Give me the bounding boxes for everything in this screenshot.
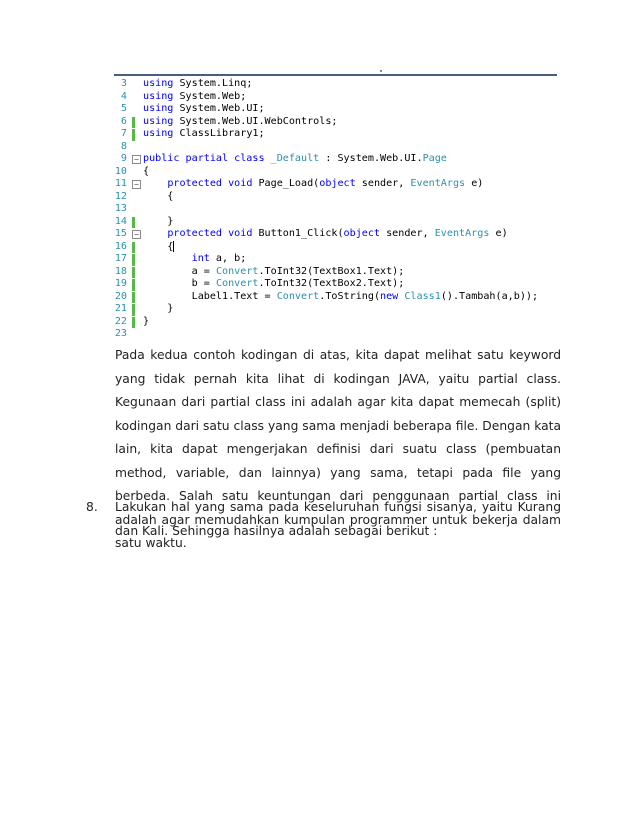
code-token: System.Web; [173, 90, 247, 102]
code-type: Page [422, 153, 447, 164]
change-marker [132, 279, 135, 291]
code-token: Label1.Text = [143, 290, 277, 302]
code-keyword: protected void [167, 228, 253, 239]
code-token [143, 178, 167, 189]
code-text [143, 253, 246, 266]
code-type: _Default [270, 153, 320, 164]
code-line-20 [112, 291, 557, 304]
line-number: 15 [114, 228, 127, 239]
line-number: 13 [114, 203, 127, 214]
code-token: a = [143, 265, 216, 277]
code-top-mark [380, 70, 382, 72]
code-type: EventArgs [410, 178, 466, 189]
code-token: .ToInt32(TextBox1.Text); [258, 265, 405, 277]
code-line-17 [112, 253, 557, 266]
line-number: 10 [114, 165, 127, 177]
code-text [143, 191, 173, 204]
code-token: e) [465, 178, 484, 189]
line-number: 6 [120, 115, 127, 127]
code-keyword: object [319, 178, 356, 189]
change-marker [132, 254, 135, 266]
code-token: .ToInt32(TextBox2.Text); [258, 278, 405, 289]
code-top-border [114, 74, 557, 76]
code-token: System.Web.UI; [173, 103, 265, 114]
text-cursor [173, 241, 174, 252]
code-line-22 [112, 316, 557, 329]
line-number: 5 [120, 103, 127, 114]
code-token: { [143, 165, 150, 177]
code-type: Convert [276, 290, 320, 302]
line-number: 20 [114, 290, 127, 302]
paragraph-partial-class: Pada kedua contoh kodingan di atas, kita dapat melihat satu keyword yang tidak pernah kita lihat di kodingan JAVA, yaitu partial class. Kegunaan dari partial class ini adalah agar kita dapat memecah (split) kodingan dari satu class yang sama menjadi beberapa file. Dengan kata lain, kita dapat mengerjakan definisi dari suatu class (pembuatan method, variable, dan lainnya) yang sama, tetapi pada file yang berbeda. Salah satu keuntungan dari penggunaan partial class ini adalah agar memudahkan kumpulan programmer untuk bekerja dalam satu waktu. [115, 348, 561, 550]
code-keyword: using [143, 78, 174, 89]
code-line-7 [112, 128, 557, 141]
code-type: EventArgs [434, 228, 490, 239]
code-token: } [143, 303, 174, 314]
code-token: Page_Load( [252, 178, 320, 189]
line-number: 4 [120, 90, 127, 102]
code-token: a, b; [209, 253, 247, 264]
list-number-8: 8. [86, 500, 98, 514]
code-keyword: using [143, 103, 174, 114]
code-line-3 [112, 78, 557, 91]
code-token: Button1_Click( [252, 228, 344, 239]
code-keyword: new [380, 290, 399, 302]
code-token: sender, [355, 178, 411, 189]
code-token: .ToString( [319, 290, 381, 302]
code-line-18 [112, 266, 557, 279]
code-keyword: using [143, 128, 174, 139]
code-token [143, 253, 192, 264]
code-line-5 [112, 103, 557, 116]
code-token: { [143, 241, 174, 252]
line-number: 23 [114, 328, 127, 339]
line-number: 8 [120, 140, 127, 152]
code-text [143, 291, 538, 304]
code-text [143, 178, 483, 191]
line-number: 16 [114, 240, 127, 252]
line-number: 18 [114, 265, 127, 277]
code-line-16 [112, 241, 557, 254]
code-keyword: using [143, 90, 174, 102]
line-number: 9 [120, 153, 127, 164]
code-token: System.Linq; [173, 78, 253, 89]
change-marker [132, 304, 135, 316]
change-marker [132, 117, 135, 129]
line-number: 12 [114, 190, 127, 202]
code-token: b = [143, 278, 216, 289]
code-text [143, 116, 337, 129]
code-token: System.Web.UI.WebControls; [173, 115, 338, 127]
code-line-4 [112, 91, 557, 104]
line-number: 14 [114, 215, 127, 227]
code-keyword: object [343, 228, 381, 239]
code-line-14 [112, 216, 557, 229]
code-line-9 [112, 153, 557, 166]
code-token [143, 228, 167, 239]
line-number: 3 [120, 78, 127, 89]
change-marker [132, 242, 135, 254]
collapse-toggle-icon[interactable]: − [132, 230, 141, 239]
code-text [143, 216, 173, 229]
code-token: } [143, 215, 174, 227]
code-text [143, 266, 404, 279]
code-text [143, 103, 265, 116]
code-text [143, 316, 149, 329]
code-line-10 [112, 166, 557, 179]
line-number: 22 [114, 315, 127, 327]
code-line-11 [112, 178, 557, 191]
code-line-13 [112, 203, 557, 216]
code-token: e) [489, 228, 508, 239]
code-text [143, 78, 252, 91]
code-token: : System.Web.UI. [319, 153, 423, 164]
code-text [143, 303, 173, 316]
code-text [143, 128, 265, 141]
code-text [143, 241, 174, 254]
code-type: Convert [215, 278, 259, 289]
code-text [143, 166, 149, 179]
code-line-19 [112, 278, 557, 291]
change-marker [132, 317, 135, 329]
collapse-toggle-icon[interactable]: − [132, 180, 141, 189]
code-text [143, 278, 404, 291]
change-marker [132, 267, 135, 279]
change-marker [132, 292, 135, 304]
code-screenshot [112, 78, 557, 340]
code-line-15 [112, 228, 557, 241]
code-type: Class1 [404, 290, 441, 302]
code-line-21 [112, 303, 557, 316]
code-line-8 [112, 141, 557, 154]
code-token: sender, [380, 228, 435, 239]
code-type: Convert [215, 265, 259, 277]
collapse-toggle-icon[interactable]: − [132, 155, 141, 164]
code-keyword: public partial class [143, 153, 265, 164]
code-keyword: using [143, 115, 174, 127]
code-token: ().Tambah(a,b)); [440, 290, 539, 302]
code-line-12 [112, 191, 557, 204]
change-marker [132, 217, 135, 229]
code-line-6 [112, 116, 557, 129]
line-number: 19 [114, 278, 127, 289]
code-token: ClassLibrary1; [173, 128, 265, 139]
code-text [143, 228, 508, 241]
line-number: 21 [114, 303, 127, 314]
line-number: 11 [114, 178, 127, 189]
change-marker [132, 129, 135, 141]
list-item-8-text: Lakukan hal yang sama pada keseluruhan fungsi sisanya, yaitu Kurang dan Kali. Sehingga hasilnya adalah sebagai berikut : [115, 500, 561, 538]
code-keyword: int [191, 253, 210, 264]
code-text [143, 91, 246, 104]
code-token: { [143, 190, 174, 202]
line-number: 7 [120, 128, 127, 139]
line-number: 17 [114, 253, 127, 264]
code-token: } [143, 315, 150, 327]
code-text [143, 153, 447, 166]
code-keyword: protected void [167, 178, 253, 189]
code-line-23 [112, 328, 557, 341]
